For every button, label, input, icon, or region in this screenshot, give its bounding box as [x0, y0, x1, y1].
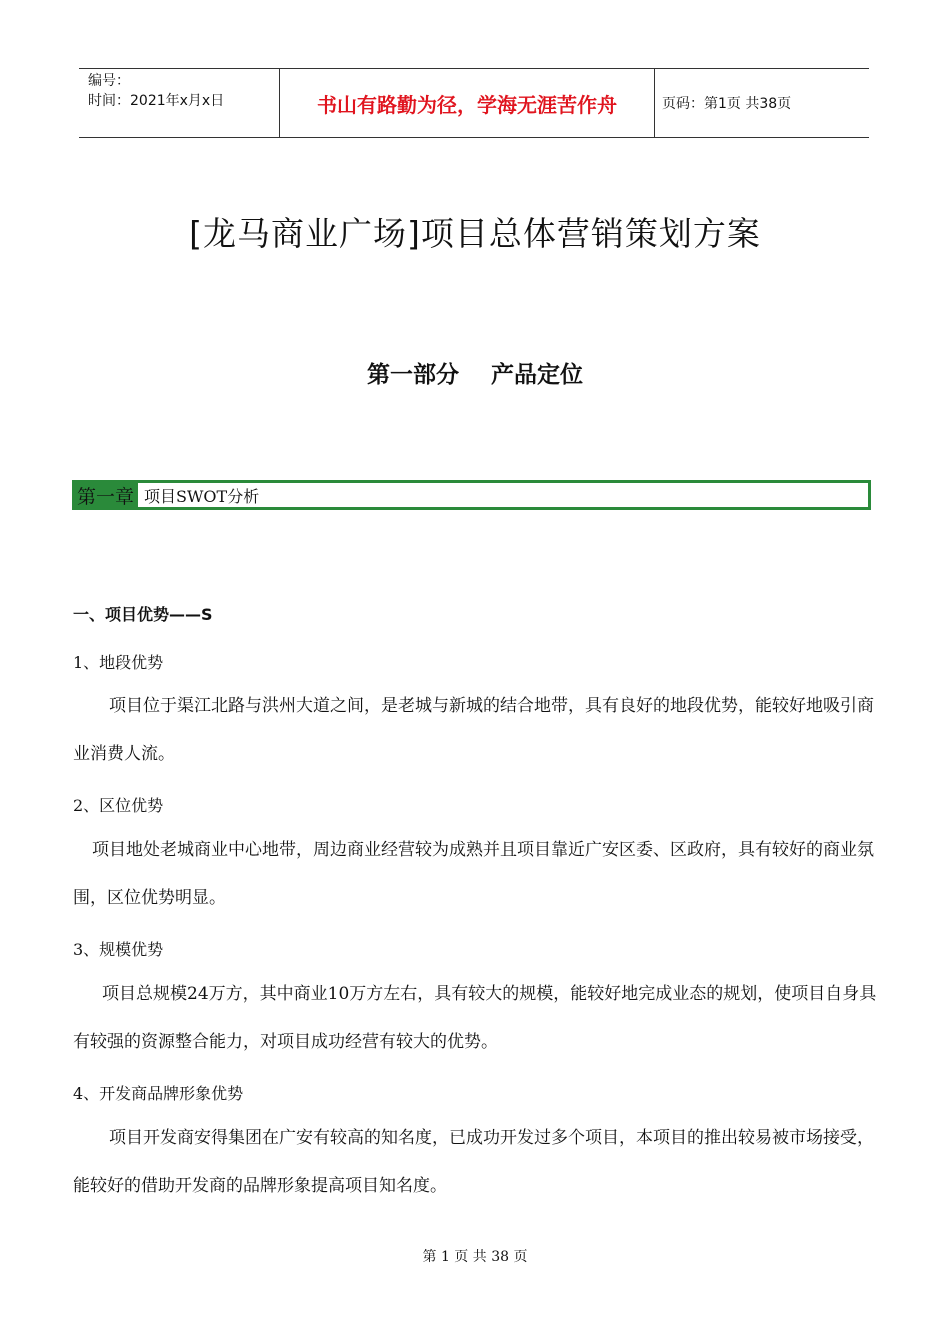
- header-motto: 书山有路勤为径，学海无涯苦作舟: [279, 69, 655, 137]
- page-header: [79, 68, 869, 138]
- chapter-title: 项目SWOT分析: [144, 486, 260, 506]
- number-label: 编号：: [88, 73, 130, 89]
- item-text-3: 项目总规模24万方，其中商业10万方左右，具有较大的规模，能较好地完成业态的规划，使项目自身具有较强的资源整合能力，对项目成功经营有较大的优势。: [73, 984, 877, 1052]
- chapter-heading: [72, 480, 871, 510]
- header-page-info: 页码：第1页 共38页: [662, 96, 792, 112]
- item-heading-2: 2、区位优势: [73, 796, 164, 815]
- page-footer: 第 1 页 共 38 页: [422, 1249, 528, 1265]
- item-heading-3: 3、规模优势: [73, 940, 164, 959]
- item-heading-4: 4、开发商品牌形象优势: [73, 1084, 244, 1103]
- item-text-1: 项目位于渠江北路与洪州大道之间，是老城与新城的结合地带，具有良好的地段优势，能较好地吸引商业消费人流。: [73, 696, 874, 764]
- part-title: 第一部分 产品定位: [366, 362, 584, 388]
- date-label: 时间：2021年x月x日: [88, 93, 225, 109]
- header-meta: [79, 69, 279, 137]
- document-title: [龙马商业广场]项目总体营销策划方案: [189, 214, 761, 253]
- item-text-4: 项目开发商安得集团在广安有较高的知名度，已成功开发过多个项目，本项目的推出较易被市场接受，能较好的借助开发商的品牌形象提高项目知名度。: [73, 1128, 874, 1196]
- section-heading: 一、项目优势——S: [73, 605, 213, 624]
- item-heading-1: 1、地段优势: [73, 653, 164, 672]
- item-text-2: 项目地处老城商业中心地带，周边商业经营较为成熟并且项目靠近广安区委、区政府，具有较好的商业氛围，区位优势明显。: [73, 840, 874, 908]
- chapter-label: 第一章: [75, 483, 138, 507]
